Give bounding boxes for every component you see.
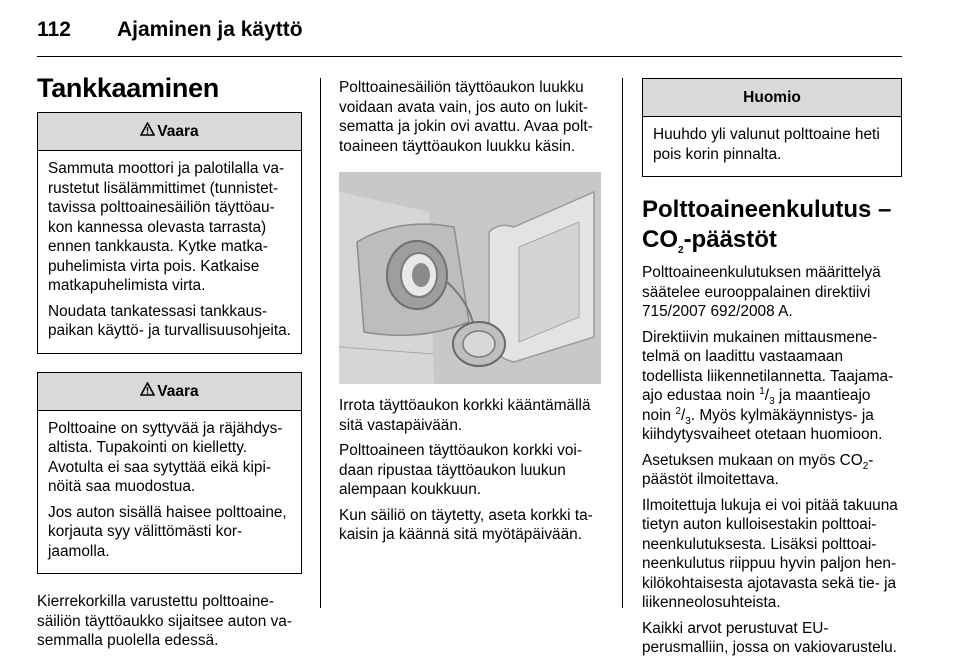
fraction-numerator: 2 (675, 405, 681, 417)
warning-text: Polttoaine on syttyvää ja räjähdysaltista. Tupakointi on kielletty. Avotulta ei saa sytyttää eikä kipinöitä saa muodostua. (48, 419, 283, 495)
warning-text: Sammuta moottori ja palotilalla varustetut lisälämmittimet (tunnistettavissa polttoainesäiliön täyttöaukon kannessa olevasta tarrasta) ennen tankkausta. Kytke matkapuhelimista virta pois. Katkaise matkapuhelimista virta. (48, 160, 285, 294)
text-span: -päästöt ilmoitettava. (642, 451, 874, 488)
column-1 (37, 62, 302, 657)
fraction-denominator: 3 (769, 396, 775, 408)
text-span: Asetuksen mukaan on myös CO (642, 451, 863, 469)
warning-title: Vaara (157, 123, 199, 140)
warning-triangle-icon (140, 113, 155, 150)
warning-header (38, 373, 301, 411)
body-text: Direktiivin mukainen mittausmenetelmä on laadittu vastaamaan todellista liikennetilannetta. Taajamaajo edustaa noin $^1/_3$ ja maantieajo noin $^2/_3$. Myös kylmäkäynnistys- ja kiihdytysvaiheet otetaan huomioon. (642, 328, 894, 443)
column-divider (622, 78, 623, 608)
column-3 (642, 62, 902, 664)
page-number: 112 (37, 18, 71, 41)
section-heading (642, 195, 902, 255)
subscript: 2 (862, 460, 869, 472)
warning-text: Noudata tankatessasi tankkauspaikan käyttö- ja turvallisuusohjeita. (48, 302, 291, 339)
body-text: Kierrekorkilla varustettu polttoainesäiliön täyttöaukko sijaitsee auton vasemmalla puolella edessä. (37, 593, 292, 649)
text-span: ja maantieajo noin (642, 387, 871, 424)
fraction-numerator: 1 (759, 385, 765, 397)
note-box (642, 78, 902, 177)
heading-line-1: Polttoaineenkulutus – (642, 196, 892, 223)
column-divider (320, 78, 321, 608)
body-text: Ilmoitettuja lukuja ei voi pitää takuuna tietyn auton kulloisestakin polttoaineenkulutuksesta. Lisäksi polttoaineenkulutus riippuu hyvin paljon henkilökohtaisesta ajotavasta sekä tie- ja liikenneolosuhteista. (642, 496, 898, 611)
body-text (642, 451, 902, 490)
chapter-title: Ajaminen ja käyttö (117, 18, 303, 41)
text-span: Direktiivin mukainen mittausmenetelmä on laadittu vastaamaan todellista liikennetilannetta. Taajamaajo edustaa noin (642, 328, 894, 404)
warning-box (37, 112, 302, 354)
body-text: Kaikki arvot perustuvat EU-perusmalliin, jossa on vakiovarustelu. (642, 619, 897, 656)
heading-suffix: -päästöt (683, 226, 777, 253)
body-text: Kun säiliö on täytetty, aseta korkki takaisin ja käännä sitä myötäpäivään. (339, 506, 593, 543)
page-header (37, 18, 303, 42)
heading-co: CO (642, 226, 678, 253)
note-header: Huomio (643, 79, 901, 117)
warning-box (37, 372, 302, 575)
column-2 (339, 78, 605, 551)
text-span: . Myös kylmäkäynnistys- ja kiihdytysvaiheet otetaan huomioon. (642, 406, 883, 443)
fuel-filler-illustration (339, 172, 601, 384)
body-text: Polttoaineenkulutuksen määrittelyä säätelee eurooppalainen direktiivi 715/2007 692/2008 A. (642, 264, 881, 320)
header-rule (37, 56, 902, 57)
warning-text: Jos auton sisällä haisee polttoaine, korjauta syy välittömästi korjaamolla. (48, 503, 287, 560)
warning-title: Vaara (157, 382, 199, 400)
body-text: Polttoaineen täyttöaukon korkki voidaan ripustaa täyttöaukon luukun alempaan koukkuun. (339, 442, 582, 498)
body-text: Polttoainesäiliön täyttöaukon luukku voidaan avata vain, jos auto on lukitsematta ja jokin ovi avattu. Avaa polttoaineen täyttöaukon luukku käsin. (339, 79, 593, 155)
fraction-denominator: 3 (685, 415, 691, 427)
section-title: Tankkaaminen (37, 73, 219, 103)
body-text: Irrota täyttöaukon korkki kääntämällä sitä vastapäivään. (339, 397, 591, 434)
note-text: Huuhdo yli valunut polttoaine heti pois korin pinnalta. (653, 126, 880, 163)
heading-subscript: 2 (678, 244, 684, 256)
warning-triangle-icon (140, 373, 155, 410)
warning-header (38, 113, 301, 151)
